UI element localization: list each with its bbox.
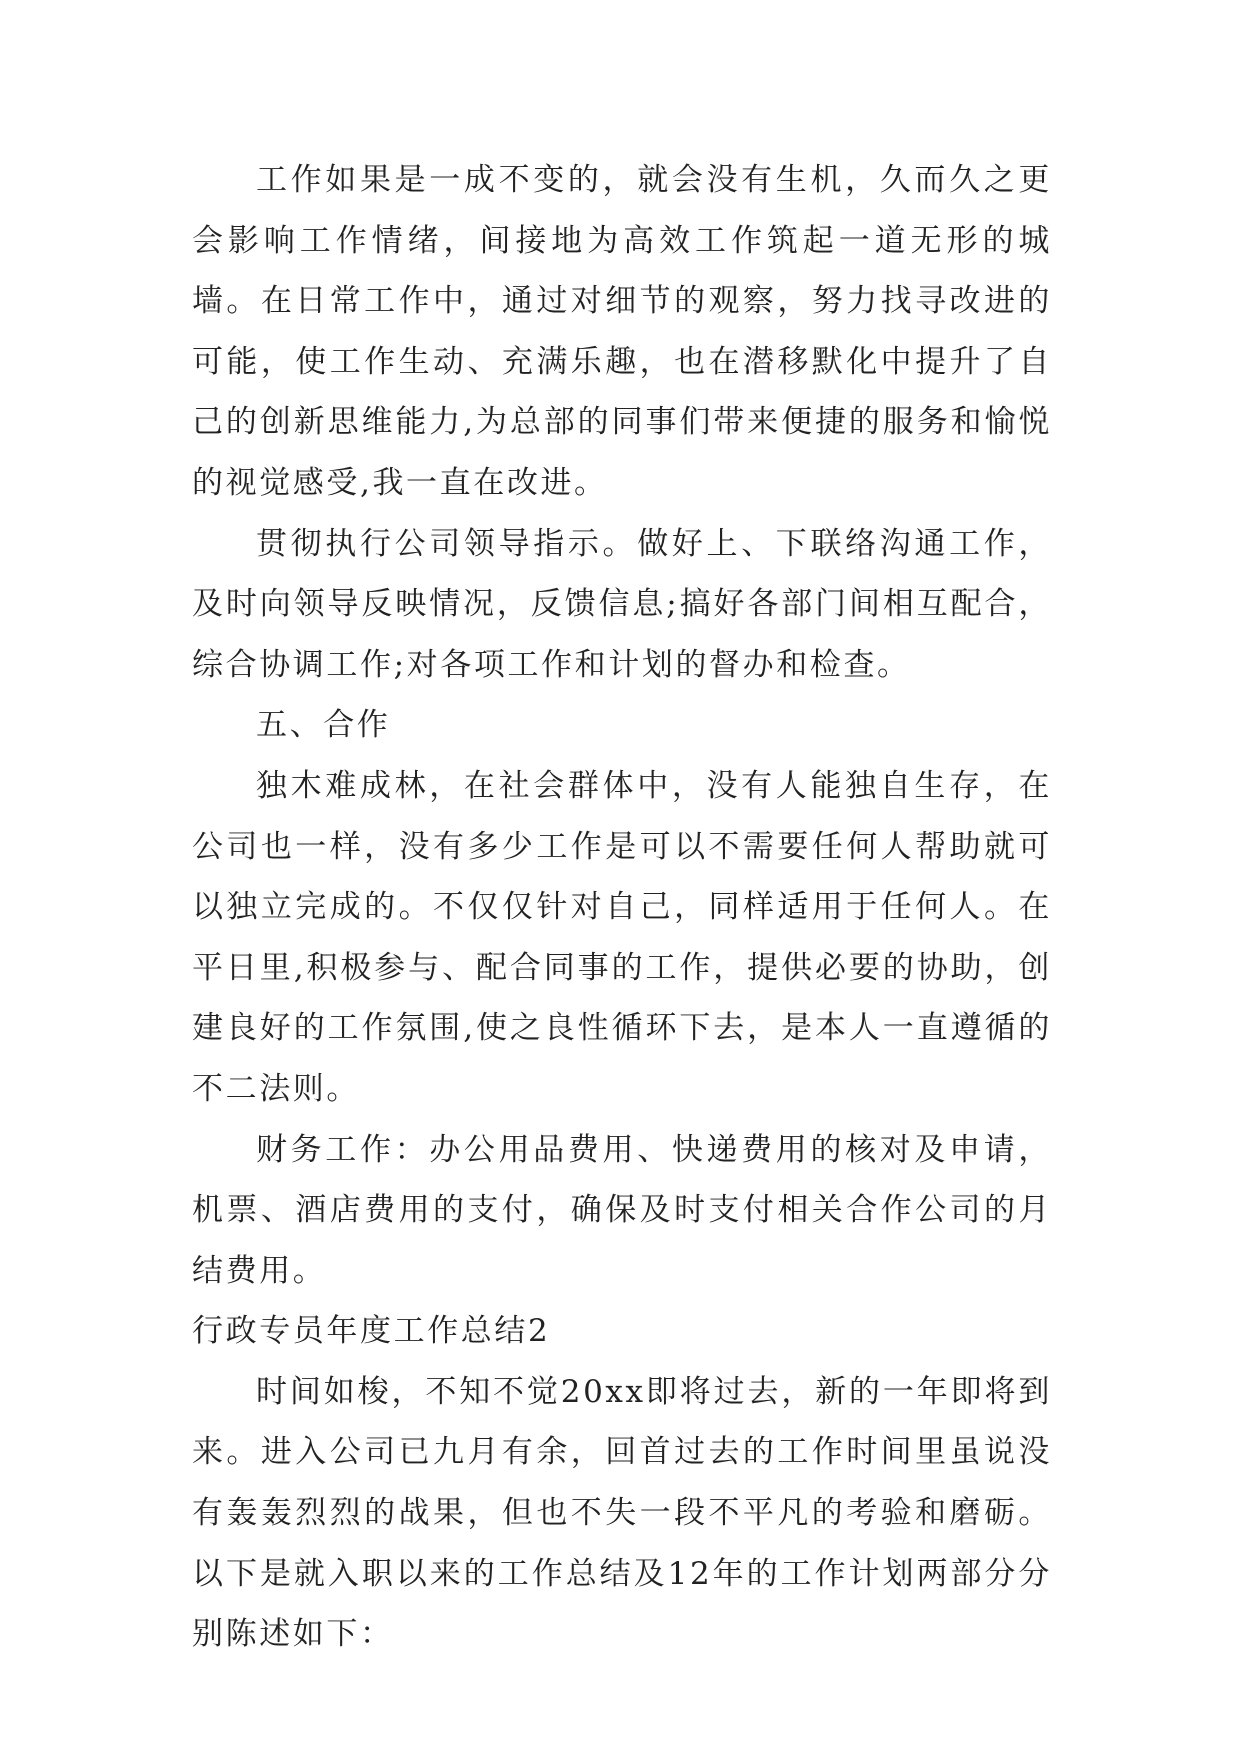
- paragraph-intro: 时间如梭，不知不觉20xx即将过去，新的一年即将到来。进入公司已九月有余，回首过去的工作时间里虽说没有轰轰烈烈的战果，但也不失一段不平凡的考验和磨砺。以下是就入职以来的工作总结及12年的工作计划两部分分别陈述如下：: [192, 1373, 1052, 1653]
- document-body: [192, 150, 1052, 1665]
- section-heading-cooperation: 五、合作: [256, 707, 391, 744]
- paragraph-teamwork: 独木难成林，在社会群体中，没有人能独自生存，在公司也一样，没有多少工作是可以不需要任何人帮助就可以独立完成的。不仅仅针对自己，同样适用于任何人。在平日里,积极参与、配合同事的工作，提供必要的协助，创建良好的工作氛围,使之良性循环下去，是本人一直遵循的不二法则。: [192, 767, 1052, 1107]
- paragraph-coordination: 贯彻执行公司领导指示。做好上、下联络沟通工作，及时向领导反映情况，反馈信息;搞好各部门间相互配合，综合协调工作;对各项工作和计划的督办和检查。: [192, 525, 1052, 683]
- document-heading: 行政专员年度工作总结2: [192, 1313, 551, 1350]
- paragraph-innovation: 工作如果是一成不变的，就会没有生机，久而久之更会影响工作情绪，间接地为高效工作筑起一道无形的城墙。在日常工作中，通过对细节的观察，努力找寻改进的可能，使工作生动、充满乐趣，也在潜移默化中提升了自己的创新思维能力,为总部的同事们带来便捷的服务和愉悦的视觉感受,我一直在改进。: [192, 162, 1052, 501]
- paragraph-finance: 财务工作：办公用品费用、快递费用的核对及申请，机票、酒店费用的支付，确保及时支付相关合作公司的月结费用。: [192, 1131, 1052, 1289]
